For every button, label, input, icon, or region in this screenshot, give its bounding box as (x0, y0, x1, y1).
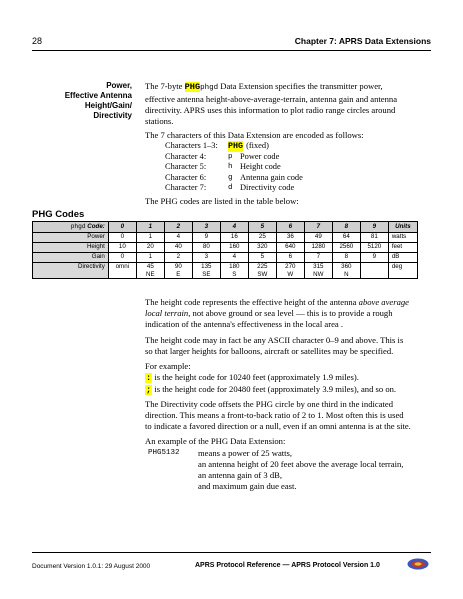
text: means a power of 25 watts, (198, 448, 293, 458)
table-cell: 4 (220, 253, 248, 263)
table-cell (164, 263, 192, 279)
unit-cell: feet (388, 243, 417, 253)
phg-highlight: PHG (184, 82, 201, 92)
table-cell: 1 (136, 233, 164, 243)
text: directivity. APRS uses this information to plot radio range circles around (145, 105, 396, 115)
table-header-label (33, 222, 109, 233)
table-cell: 5120 (360, 243, 388, 253)
char-label: Character 7: (165, 183, 207, 192)
text: indication of the antenna's effectiveness in the local area . (145, 319, 344, 329)
table-cell (304, 263, 332, 279)
table-cell: 20 (136, 243, 164, 253)
table-cell: 160 (220, 243, 248, 253)
text: stations. (145, 116, 174, 126)
cell-line: 90 (174, 263, 182, 270)
char-row (165, 141, 303, 152)
table-cell: 81 (360, 233, 388, 243)
table-cell: 320 (248, 243, 276, 253)
text: Data Extension specifies the transmitter power, (218, 81, 383, 91)
table-cell: 16 (220, 233, 248, 243)
cell-line: NW (313, 270, 324, 278)
table-cell (192, 263, 220, 279)
table-cell: 2 (164, 253, 192, 263)
table-cell (360, 263, 388, 279)
height-ascii-paragraph (145, 335, 435, 357)
units-header: Units (388, 222, 417, 233)
cell-line: 225 (257, 263, 268, 270)
char-code: PHG (228, 141, 244, 151)
table-row (33, 263, 418, 279)
table-cell: 3 (192, 253, 220, 263)
unit-cell: watts (388, 233, 417, 243)
table-cell: 6 (276, 253, 304, 263)
page-number: 28 (32, 36, 43, 46)
table-cell (276, 263, 304, 279)
char-desc: (fixed) (246, 141, 269, 150)
text: The Directivity code offsets the PHG circle by one third in the indicated (145, 399, 394, 409)
char-row (165, 183, 303, 194)
table-cell: 25 (248, 233, 276, 243)
table-cell (136, 263, 164, 279)
char-desc: Directivity code (240, 183, 295, 192)
side-heading (40, 81, 132, 121)
cell-line: 360 (341, 263, 352, 270)
char-row (165, 173, 303, 184)
row-label: Height (33, 243, 109, 253)
row-label: Power (33, 233, 109, 243)
height-example (145, 372, 435, 396)
intro-paragraph (145, 81, 435, 127)
phgd-mono: phgd (200, 84, 219, 92)
table-row (33, 243, 418, 253)
text: an antenna gain of 3 dB, (198, 470, 283, 480)
row-label: Gain (33, 253, 109, 263)
table-cell: 1280 (304, 243, 332, 253)
char-label: Character 5: (165, 162, 207, 171)
table-cell: 0 (108, 253, 136, 263)
example-intro: An example of the PHG Data Extension: (145, 436, 286, 446)
col-header: 7 (304, 222, 332, 233)
char-label: Characters 1–3: (165, 141, 218, 150)
col-header: 5 (248, 222, 276, 233)
phgd-mono: phgd (70, 223, 86, 231)
char-row (165, 152, 303, 163)
phg-example-code: PHG5132 (148, 449, 180, 457)
text: , not above ground or sea level — this is to provide a rough (188, 308, 393, 318)
table-cell: 10 (108, 243, 136, 253)
phg-codes-table (32, 221, 418, 279)
col-header: 4 (220, 222, 248, 233)
text: is the height code for 20480 feet (approximately 3.9 miles), and so on. (152, 384, 397, 394)
table-cell: 40 (164, 243, 192, 253)
cell-line: 270 (285, 263, 296, 270)
table-row (33, 233, 418, 243)
table-cell: 1 (136, 253, 164, 263)
unit-cell: deg (388, 263, 417, 279)
header-rule (32, 50, 431, 51)
footer-rule (32, 552, 431, 553)
cell-line: 180 (229, 263, 240, 270)
table-cell: 2560 (332, 243, 360, 253)
cell-line: E (176, 270, 181, 278)
text: The 7-byte (145, 81, 185, 91)
text: and maximum gain due east. (198, 481, 297, 491)
row-label: Directivity (33, 263, 109, 279)
text: local terrain (145, 308, 189, 318)
cell-line: 315 (313, 263, 324, 270)
text: above average (358, 297, 409, 307)
col-header: 6 (276, 222, 304, 233)
table-row (33, 253, 418, 263)
code-highlight: : (146, 373, 152, 383)
phg-example-meaning (198, 448, 438, 492)
char-desc: Power code (240, 151, 280, 161)
code-label: Code: (87, 223, 105, 231)
text: direction. This means a front-to-back ratio of 2 to 1. Most often this is used (145, 410, 404, 420)
char-label: Character 6: (165, 172, 207, 182)
table-cell (108, 263, 136, 279)
col-header: 3 (192, 222, 220, 233)
table-cell: 5 (248, 253, 276, 263)
footer-version: Document Version 1.0.1: 29 August 2000 (32, 563, 151, 570)
side-heading-line: Directivity (93, 111, 132, 120)
table-cell: 36 (276, 233, 304, 243)
example-label: For example: (145, 361, 191, 371)
cell-line: S (232, 270, 237, 278)
table-cell (248, 263, 276, 279)
col-header: 8 (332, 222, 360, 233)
chapter-title: Chapter 7: APRS Data Extensions (294, 36, 431, 46)
col-header: 9 (360, 222, 388, 233)
text: effective antenna height-above-average-terrain, antenna gain and antenna (145, 94, 398, 104)
table-cell (220, 263, 248, 279)
table-intro: The PHG codes are listed in the table below: (145, 196, 299, 206)
side-heading-line: Effective Antenna (64, 91, 132, 100)
text: is the height code for 10240 feet (approximately 1.9 miles). (152, 372, 359, 382)
unit-cell: dB (388, 253, 417, 263)
table-cell: 0 (108, 233, 136, 243)
height-paragraph (145, 297, 435, 330)
col-header: 2 (164, 222, 192, 233)
char-code: h (228, 163, 233, 171)
side-heading-line: Height/Gain/ (84, 101, 132, 110)
directivity-paragraph (145, 399, 437, 432)
side-heading-line: Power, (106, 81, 132, 90)
char-code: p (228, 152, 233, 161)
cell-line: SE (202, 270, 211, 278)
table-title: PHG Codes (32, 209, 85, 220)
char-code: d (228, 184, 233, 192)
char-code: g (228, 173, 233, 182)
cell-line: N (344, 270, 349, 278)
char-desc: Height code (240, 162, 281, 171)
cell-line: 135 (201, 263, 212, 270)
cell-line: 45 (146, 263, 154, 270)
cell-line: SW (257, 270, 268, 278)
table-cell: 8 (332, 253, 360, 263)
cell-line: W (287, 270, 294, 278)
table-cell (332, 263, 360, 279)
col-header: 1 (136, 222, 164, 233)
char-label: Character 4: (165, 151, 207, 161)
table-cell: 49 (304, 233, 332, 243)
footer-title: APRS Protocol Reference — APRS Protocol Version 1.0 (195, 562, 380, 569)
cell-line: NE (146, 270, 155, 278)
text: so that larger heights for balloons, aircraft or satellites may be specified. (145, 346, 394, 356)
table-header-row (33, 222, 418, 233)
character-list (165, 141, 303, 194)
table-cell: 80 (192, 243, 220, 253)
table-cell: 4 (164, 233, 192, 243)
encoding-intro: The 7 characters of this Data Extension are encoded as follows: (145, 130, 364, 140)
text: an antenna height of 20 feet above the average local terrain, (198, 459, 404, 469)
col-header: 0 (108, 222, 136, 233)
code-highlight: ; (146, 385, 152, 395)
char-row (165, 162, 303, 173)
char-desc: Antenna gain code (240, 172, 303, 182)
table-cell: 9 (360, 253, 388, 263)
table-cell: 64 (332, 233, 360, 243)
table-cell: 640 (276, 243, 304, 253)
text: The height code may in fact be any ASCII character 0–9 and above. This is (145, 335, 404, 345)
table-cell: 9 (192, 233, 220, 243)
aprs-logo-icon (407, 558, 429, 570)
text: to indicate a favored direction or a null, even if an omni antenna is at the site. (145, 421, 411, 431)
text: The height code represents the effective height of the antenna (145, 297, 359, 307)
table-cell: 7 (304, 253, 332, 263)
cell-line: omni (115, 263, 130, 270)
